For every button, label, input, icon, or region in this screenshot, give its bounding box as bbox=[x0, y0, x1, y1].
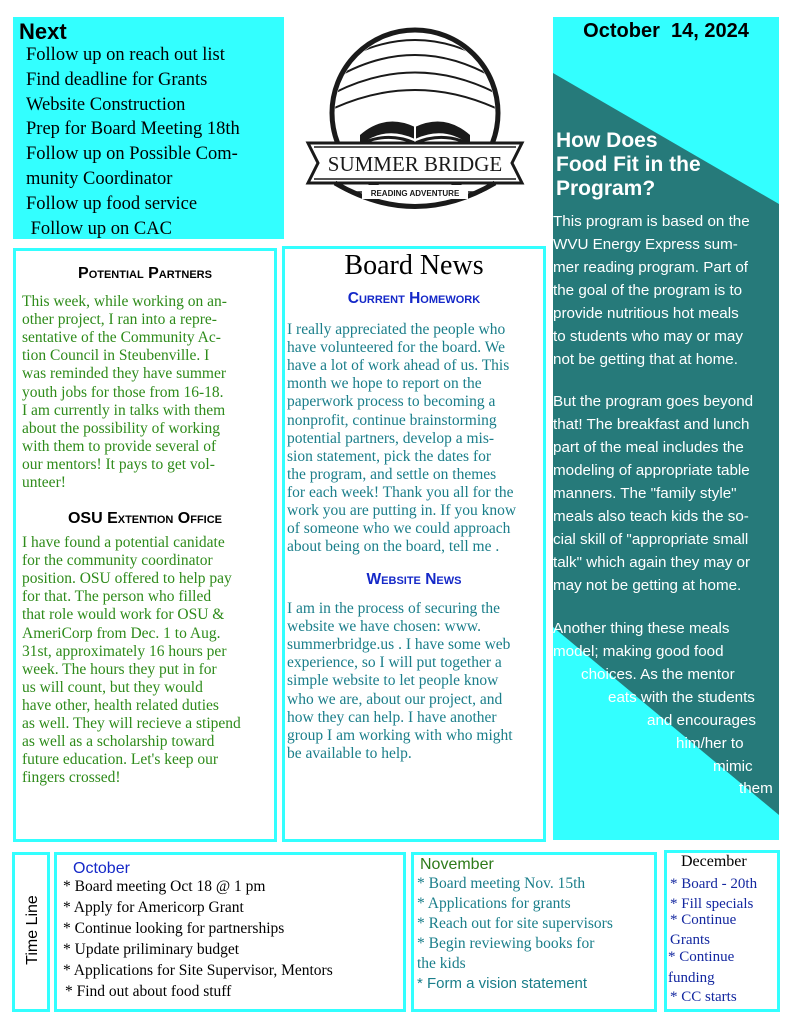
homework-line: I really appreciated the people who bbox=[287, 321, 506, 338]
next-list bbox=[26, 43, 240, 241]
december-item: * CC starts bbox=[670, 989, 737, 1005]
october-item: * Board meeting Oct 18 @ 1 pm bbox=[63, 878, 266, 895]
website-heading: Website News bbox=[366, 571, 462, 588]
osu-line: that role would work for OSU & bbox=[22, 606, 225, 624]
homework-line: of someone who we could approach bbox=[287, 520, 511, 538]
partners-line: youth jobs for those from 16-18. bbox=[22, 383, 224, 401]
december-item: * Board - 20th bbox=[670, 876, 758, 892]
osu-line: AmeriCorp from Dec. 1 to Aug. bbox=[22, 624, 221, 642]
homework-line: nonprofit, continue brainstorming bbox=[287, 411, 497, 429]
december-item: Grants bbox=[670, 932, 710, 948]
board-news-box bbox=[282, 246, 546, 842]
partners-line: I am currently in talks with them bbox=[22, 401, 226, 419]
sidebar-line: Another thing these meals bbox=[553, 620, 730, 637]
website-line: website we have chosen: www. bbox=[287, 618, 481, 636]
sidebar-line: and encourages bbox=[647, 712, 756, 729]
sidebar-line: that! The breakfast and lunch bbox=[553, 416, 750, 433]
osu-line: week. The hours they put in for bbox=[22, 660, 217, 678]
next-item: Prep for Board Meeting 18th bbox=[26, 119, 240, 140]
sidebar-line: choices. As the mentor bbox=[581, 666, 735, 683]
next-item: Website Construction bbox=[26, 94, 186, 115]
next-item: Find deadline for Grants bbox=[26, 69, 208, 90]
summer-bridge-logo bbox=[300, 25, 530, 225]
sidebar-line: part of the meal includes the bbox=[553, 439, 744, 456]
osu-line: position. OSU offered to help pay bbox=[22, 570, 232, 588]
website-line: experience, so I will put together a bbox=[287, 654, 502, 672]
november-item: * Form a vision statement bbox=[417, 975, 588, 992]
partners-line: unteer! bbox=[22, 474, 66, 491]
potential-partners-box bbox=[13, 248, 277, 842]
homework-line: month we hope to report on the bbox=[287, 375, 482, 393]
november-item: * Reach out for site supervisors bbox=[417, 915, 613, 932]
osu-line: I have found a potential canidate bbox=[22, 534, 225, 551]
partners-line: other project, I ran into a repre- bbox=[22, 311, 217, 329]
logo-tagline: READING ADVENTURE bbox=[370, 189, 460, 198]
sidebar-line: may not be getting at home. bbox=[553, 577, 742, 594]
osu-line: future education. Let's keep our bbox=[22, 751, 219, 769]
december-item: * Fill specials bbox=[670, 896, 754, 912]
website-line: be available to help. bbox=[287, 744, 412, 762]
sidebar-line: This program is based on the bbox=[553, 213, 750, 230]
osu-line: for that. The person who filled bbox=[22, 588, 212, 606]
next-item: Follow up on reach out list bbox=[26, 45, 225, 65]
homework-line: work you are putting in. If you know bbox=[287, 502, 517, 519]
website-line: simple website to let people know bbox=[287, 672, 499, 690]
december-item: * Continue bbox=[670, 912, 737, 928]
osu-line: have other, health related duties bbox=[22, 696, 219, 714]
october-item: * Update priliminary budget bbox=[63, 941, 240, 958]
board-news-title: Board News bbox=[344, 250, 484, 281]
website-line: who we are, about our project, and bbox=[287, 690, 503, 708]
sidebar-line: to students who may or may bbox=[553, 328, 743, 345]
november-title: November bbox=[420, 856, 494, 873]
sidebar-line: manners. The "family style" bbox=[553, 485, 737, 502]
homework-line: potential partners, develop a mis- bbox=[287, 429, 495, 447]
homework-line: about being on the board, tell me . bbox=[287, 538, 500, 556]
next-item: Follow up on CAC bbox=[26, 218, 172, 239]
sidebar-line: model; making good food bbox=[553, 643, 724, 660]
next-box bbox=[13, 17, 284, 239]
sidebar-line: modeling of appropriate table bbox=[553, 462, 750, 479]
partners-line: was reminded they have summer bbox=[22, 365, 227, 383]
timeline-december bbox=[664, 850, 780, 1012]
timeline-november bbox=[411, 852, 657, 1012]
december-item: funding bbox=[668, 970, 715, 986]
sidebar-line: WVU Energy Express sum- bbox=[553, 236, 738, 253]
october-title: October bbox=[73, 860, 130, 877]
next-title: Next bbox=[19, 19, 67, 44]
osu-line: 31st, approximately 16 hours per bbox=[22, 642, 227, 660]
sidebar-line: But the program goes beyond bbox=[553, 393, 754, 410]
october-item: * Apply for Americorp Grant bbox=[63, 899, 244, 916]
food-sidebar bbox=[553, 17, 779, 840]
partners-line: sentative of the Community Ac- bbox=[22, 329, 221, 347]
sidebar-line: eats with the students bbox=[608, 689, 755, 706]
november-item: * Board meeting Nov. 15th bbox=[417, 875, 586, 892]
timeline-october bbox=[54, 852, 406, 1012]
october-item: * Find out about food stuff bbox=[65, 983, 232, 1000]
october-item: * Applications for Site Supervisor, Mentors bbox=[63, 962, 333, 979]
homework-line: for each week! Thank you all for the bbox=[287, 483, 514, 501]
next-item: Follow up on Possible Com- bbox=[26, 144, 238, 165]
december-item: * Continue bbox=[668, 949, 735, 965]
homework-line: have volunteered for the board. We bbox=[287, 339, 505, 357]
next-item: munity Coordinator bbox=[26, 168, 173, 189]
sidebar-line: mer reading program. Part of bbox=[553, 259, 748, 276]
partners-line: tion Council in Steubenville. I bbox=[22, 347, 210, 365]
sidebar-line: him/her to bbox=[676, 735, 744, 752]
october-item: * Continue looking for partnerships bbox=[63, 920, 285, 937]
sidebar-line: provide nutritious hot meals bbox=[553, 305, 739, 322]
homework-line: the program, and settle on themes bbox=[287, 465, 497, 483]
next-item: Follow up food service bbox=[26, 193, 198, 214]
website-line: how they can help. I have another bbox=[287, 708, 497, 726]
partners-line: about the possibility of working bbox=[22, 419, 221, 437]
homework-line: paperwork process to becoming a bbox=[287, 393, 496, 411]
osu-heading: OSU Extention Office bbox=[67, 510, 223, 527]
timeline-label: Time Line bbox=[24, 895, 41, 965]
sidebar-line: the goal of the program is to bbox=[553, 282, 743, 299]
osu-line: for the community coordinator bbox=[22, 552, 213, 570]
osu-line: as well. They will recieve a stipend bbox=[22, 715, 241, 732]
osu-line: as well as a scholarship toward bbox=[22, 733, 215, 751]
osu-line: fingers crossed! bbox=[22, 769, 121, 787]
website-line: I am in the process of securing the bbox=[287, 600, 501, 617]
osu-line: us will count, but they would bbox=[22, 678, 203, 696]
homework-heading: Current Homework bbox=[347, 290, 481, 307]
sidebar-line: them bbox=[739, 780, 773, 797]
sidebar-line: meals also teach kids the so- bbox=[553, 508, 749, 525]
november-item: the kids bbox=[417, 955, 466, 972]
december-title: December bbox=[681, 853, 747, 870]
sidebar-line: not be getting that at home. bbox=[553, 351, 738, 368]
issue-date: October 14, 2024 bbox=[583, 20, 749, 42]
partners-line: with them to provide several of bbox=[22, 437, 217, 455]
timeline-label-box bbox=[12, 852, 50, 1012]
website-line: summerbridge.us . I have some web bbox=[287, 636, 511, 654]
november-item: * Applications for grants bbox=[417, 895, 571, 912]
logo-name: SUMMER BRIDGE bbox=[327, 152, 503, 176]
november-item: * Begin reviewing books for bbox=[417, 935, 595, 952]
homework-line: have a lot of work ahead of us. This bbox=[287, 357, 510, 375]
website-line: group I am working with who might bbox=[287, 726, 513, 744]
sidebar-line: talk" which again they may or bbox=[553, 554, 751, 571]
partners-heading: Potential Partners bbox=[78, 265, 212, 282]
sidebar-line: mimic bbox=[713, 758, 753, 775]
sidebar-line: cial skill of "appropriate small bbox=[553, 531, 749, 548]
partners-line: This week, while working on an- bbox=[22, 293, 227, 310]
sidebar-heading: How Does Food Fit in the Program? bbox=[556, 129, 701, 200]
partners-line: our mentors! It pays to get vol- bbox=[22, 455, 215, 473]
homework-line: sion statement, pick the dates for bbox=[287, 447, 492, 465]
